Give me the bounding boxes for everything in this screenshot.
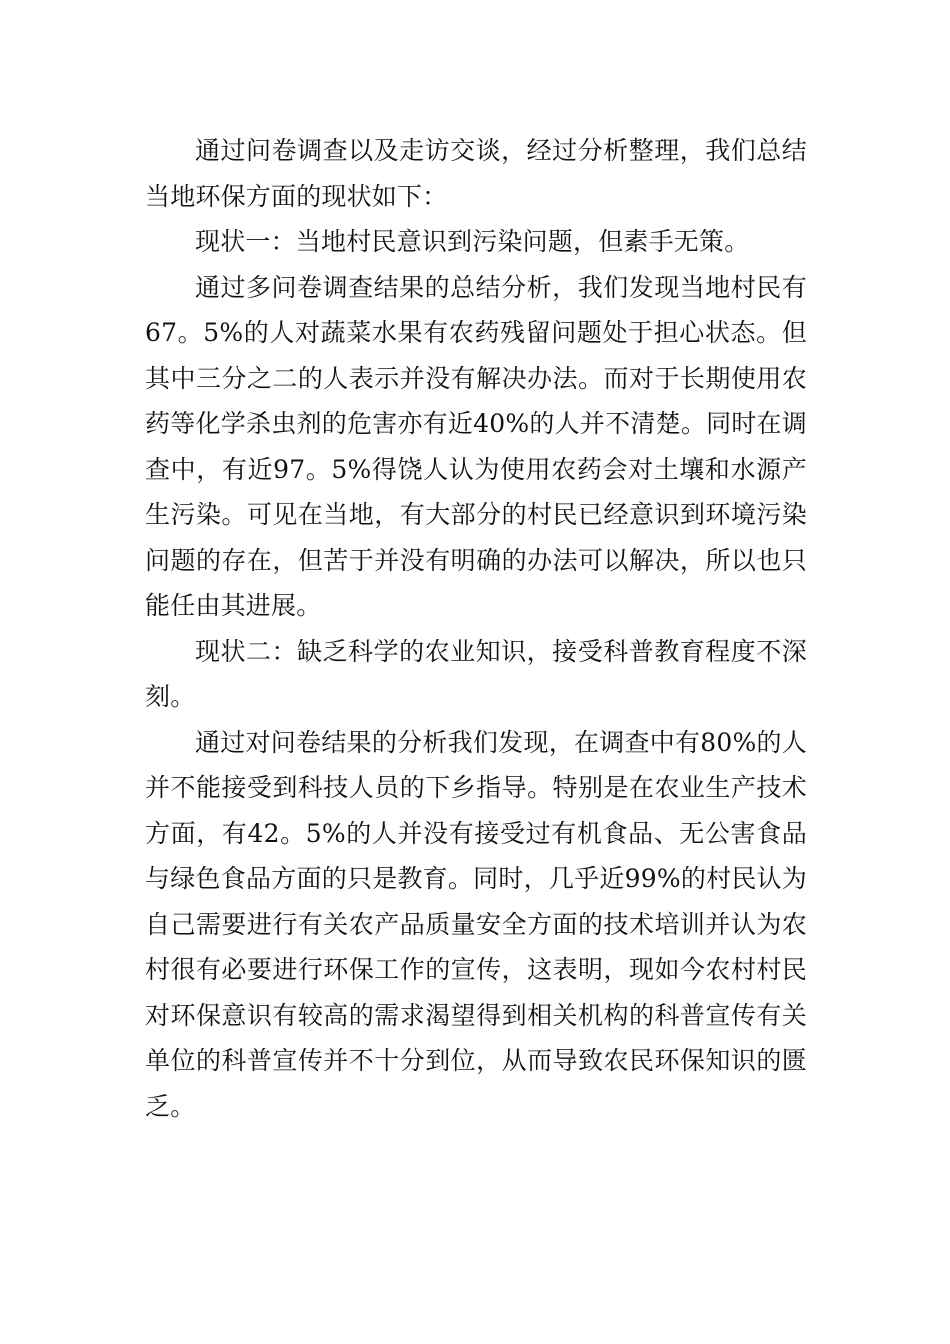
status-one-heading: 现状一：当地村民意识到污染问题，但素手无策。 (195, 227, 750, 256)
status-one-paragraph: 通过多问卷调查结果的总结分析，我们发现当地村民有67。5%的人对蔬菜水果有农药残留问题处于担心状态。但其中三分之二的人表示并没有解决办法。而对于长期使用农药等化学杀虫剂的危害亦有近40%的人并不清楚。同时在调查中，有近97。5%得饶人认为使用农药会对土壤和水源产生污染。可见在当地，有大部分的村民已经意识到环境污染问题的存在，但苦于并没有明确的办法可以解决，所以也只能任由其进展。 (145, 272, 807, 620)
document-page (145, 128, 807, 1129)
status-two-paragraph: 通过对问卷结果的分析我们发现，在调查中有80%的人并不能接受到科技人员的下乡指导。特别是在农业生产技术方面，有42。5%的人并没有接受过有机食品、无公害食品与绿色食品方面的只是教育。同时，几乎近99%的村民认为自己需要进行有关农产品质量安全方面的技术培训并认为农村很有必要进行环保工作的宣传，这表明，现如今农村村民对环保意识有较高的需求渴望得到相关机构的科普宣传有关单位的科普宣传并不十分到位，从而导致农民环保知识的匮乏。 (145, 727, 807, 1121)
intro-paragraph: 通过问卷调查以及走访交谈，经过分析整理，我们总结当地环保方面的现状如下： (145, 136, 807, 211)
status-two-heading: 现状二：缺乏科学的农业知识，接受科普教育程度不深刻。 (145, 636, 807, 711)
